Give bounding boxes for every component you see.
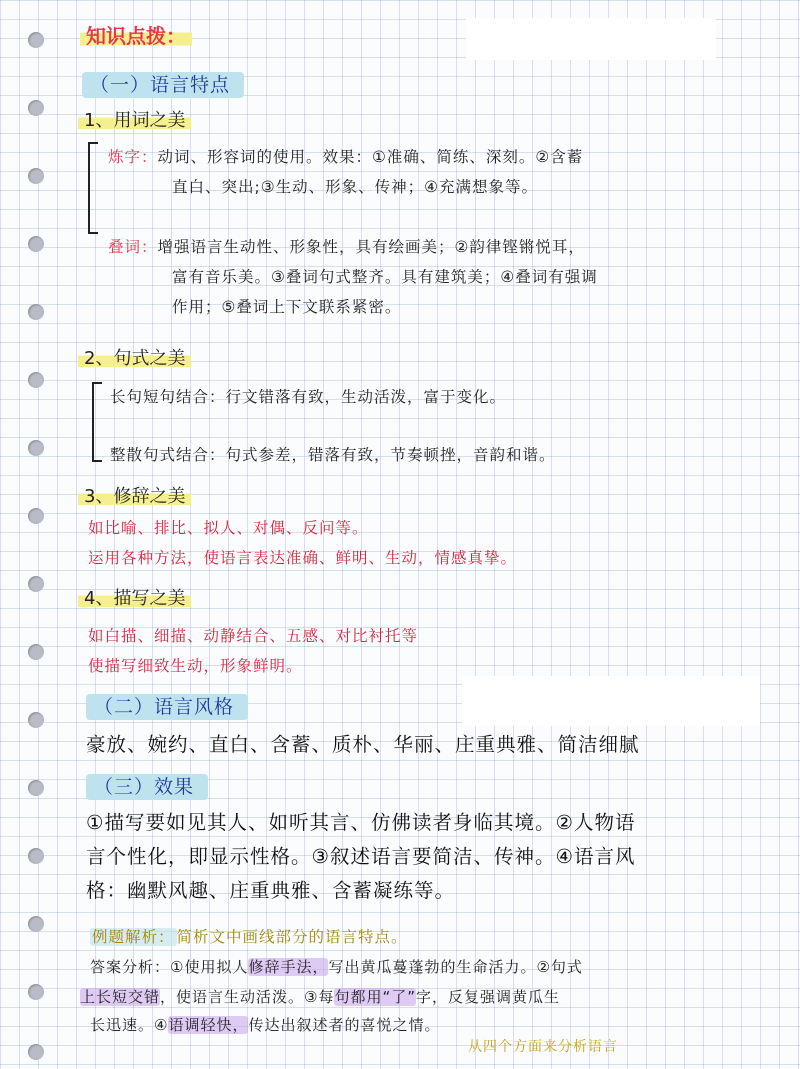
effect-line-1: ①描写要如见其人、如听其言、仿佛读者身临其境。②人物语 [86,811,636,834]
subheading-word-use: 1、用词之美 [78,106,191,132]
bracket [92,382,102,462]
binder-hole [28,576,44,592]
subheading-description: 4、描写之美 [78,584,191,610]
dieci-line-3: 作用；⑤叠词上下文联系紧密。 [172,298,402,316]
blank-patch [466,18,716,60]
binder-hole [28,712,44,728]
effect-line-2: 言个性化，即显示性格。③叙述语言要简洁、传神。④语言风 [86,845,636,868]
answer-line-3: 长迅速。④语调轻快，传达出叙述者的喜悦之情。 [90,1016,441,1034]
description-line-2: 使描写细致生动，形象鲜明。 [88,657,303,675]
sentence-line-2: 整散句式结合：句式参差，错落有致，节奏顿挫，音韵和谐。 [110,446,556,464]
dieci-row: 叠词：增强语言生动性、形象性，具有绘画美；②韵律铿锵悦耳， [108,238,585,256]
style-list: 豪放、婉约、直白、含蓄、质朴、华丽、庄重典雅、简洁细腻 [86,733,640,756]
subheading-sentence: 2、句式之美 [78,344,191,370]
binder-hole [28,508,44,524]
section-heading-style: （二）语言风格 [86,692,248,719]
binder-hole [28,848,44,864]
bracket [88,142,98,234]
binder-hole [28,984,44,1000]
binder-hole [28,1044,44,1060]
sentence-line-1: 长句短句结合：行文错落有致，生动活泼，富于变化。 [110,388,507,406]
binder-hole [28,100,44,116]
dieci-line-2: 富有音乐美。③叠词句式整齐。具有建筑美；④叠词有强调 [172,268,598,286]
binder-hole [28,168,44,184]
binder-hole [28,644,44,660]
footer-note: 从四个方面来分析语言 [468,1039,618,1055]
binder-hole [28,916,44,932]
section-heading-features: （一）语言特点 [82,70,244,97]
binder-hole [28,236,44,252]
example-question: 例题解析： 简析文中画线部分的语言特点。 [92,928,408,946]
section-heading-effect: （三）效果 [86,772,208,799]
lianzi-line-2: 直白、突出;③生动、形象、传神；④充满想象等。 [172,178,539,196]
answer-line-1: 答案分析：①使用拟人修辞手法，写出黄瓜蔓蓬勃的生命活力。②句式 [90,958,583,976]
binder-hole [28,780,44,796]
binder-hole [28,304,44,320]
rhetoric-line-2: 运用各种方法，使语言表达准确、鲜明、生动，情感真挚。 [88,549,518,567]
answer-line-2: 上长短交错，使语言生动活泼。③每句都用“了”字，反复强调黄瓜生 [80,988,561,1006]
binder-hole [28,440,44,456]
description-line-1: 如白描、细描、动静结合、五感、对比衬托等 [88,627,419,645]
effect-line-3: 格：幽默风趣、庄重典雅、含蓄凝练等。 [86,879,456,902]
binder-hole [28,372,44,388]
binder-hole [28,32,44,48]
blank-patch [462,676,760,726]
lianzi-row: 炼字：动词、形容词的使用。效果：①准确、简练、深刻。②含蓄 [108,148,584,166]
page-title: 知识点拨： [80,20,192,49]
rhetoric-line-1: 如比喻、排比、拟人、对偶、反问等。 [88,519,369,537]
subheading-rhetoric: 3、修辞之美 [78,482,191,508]
